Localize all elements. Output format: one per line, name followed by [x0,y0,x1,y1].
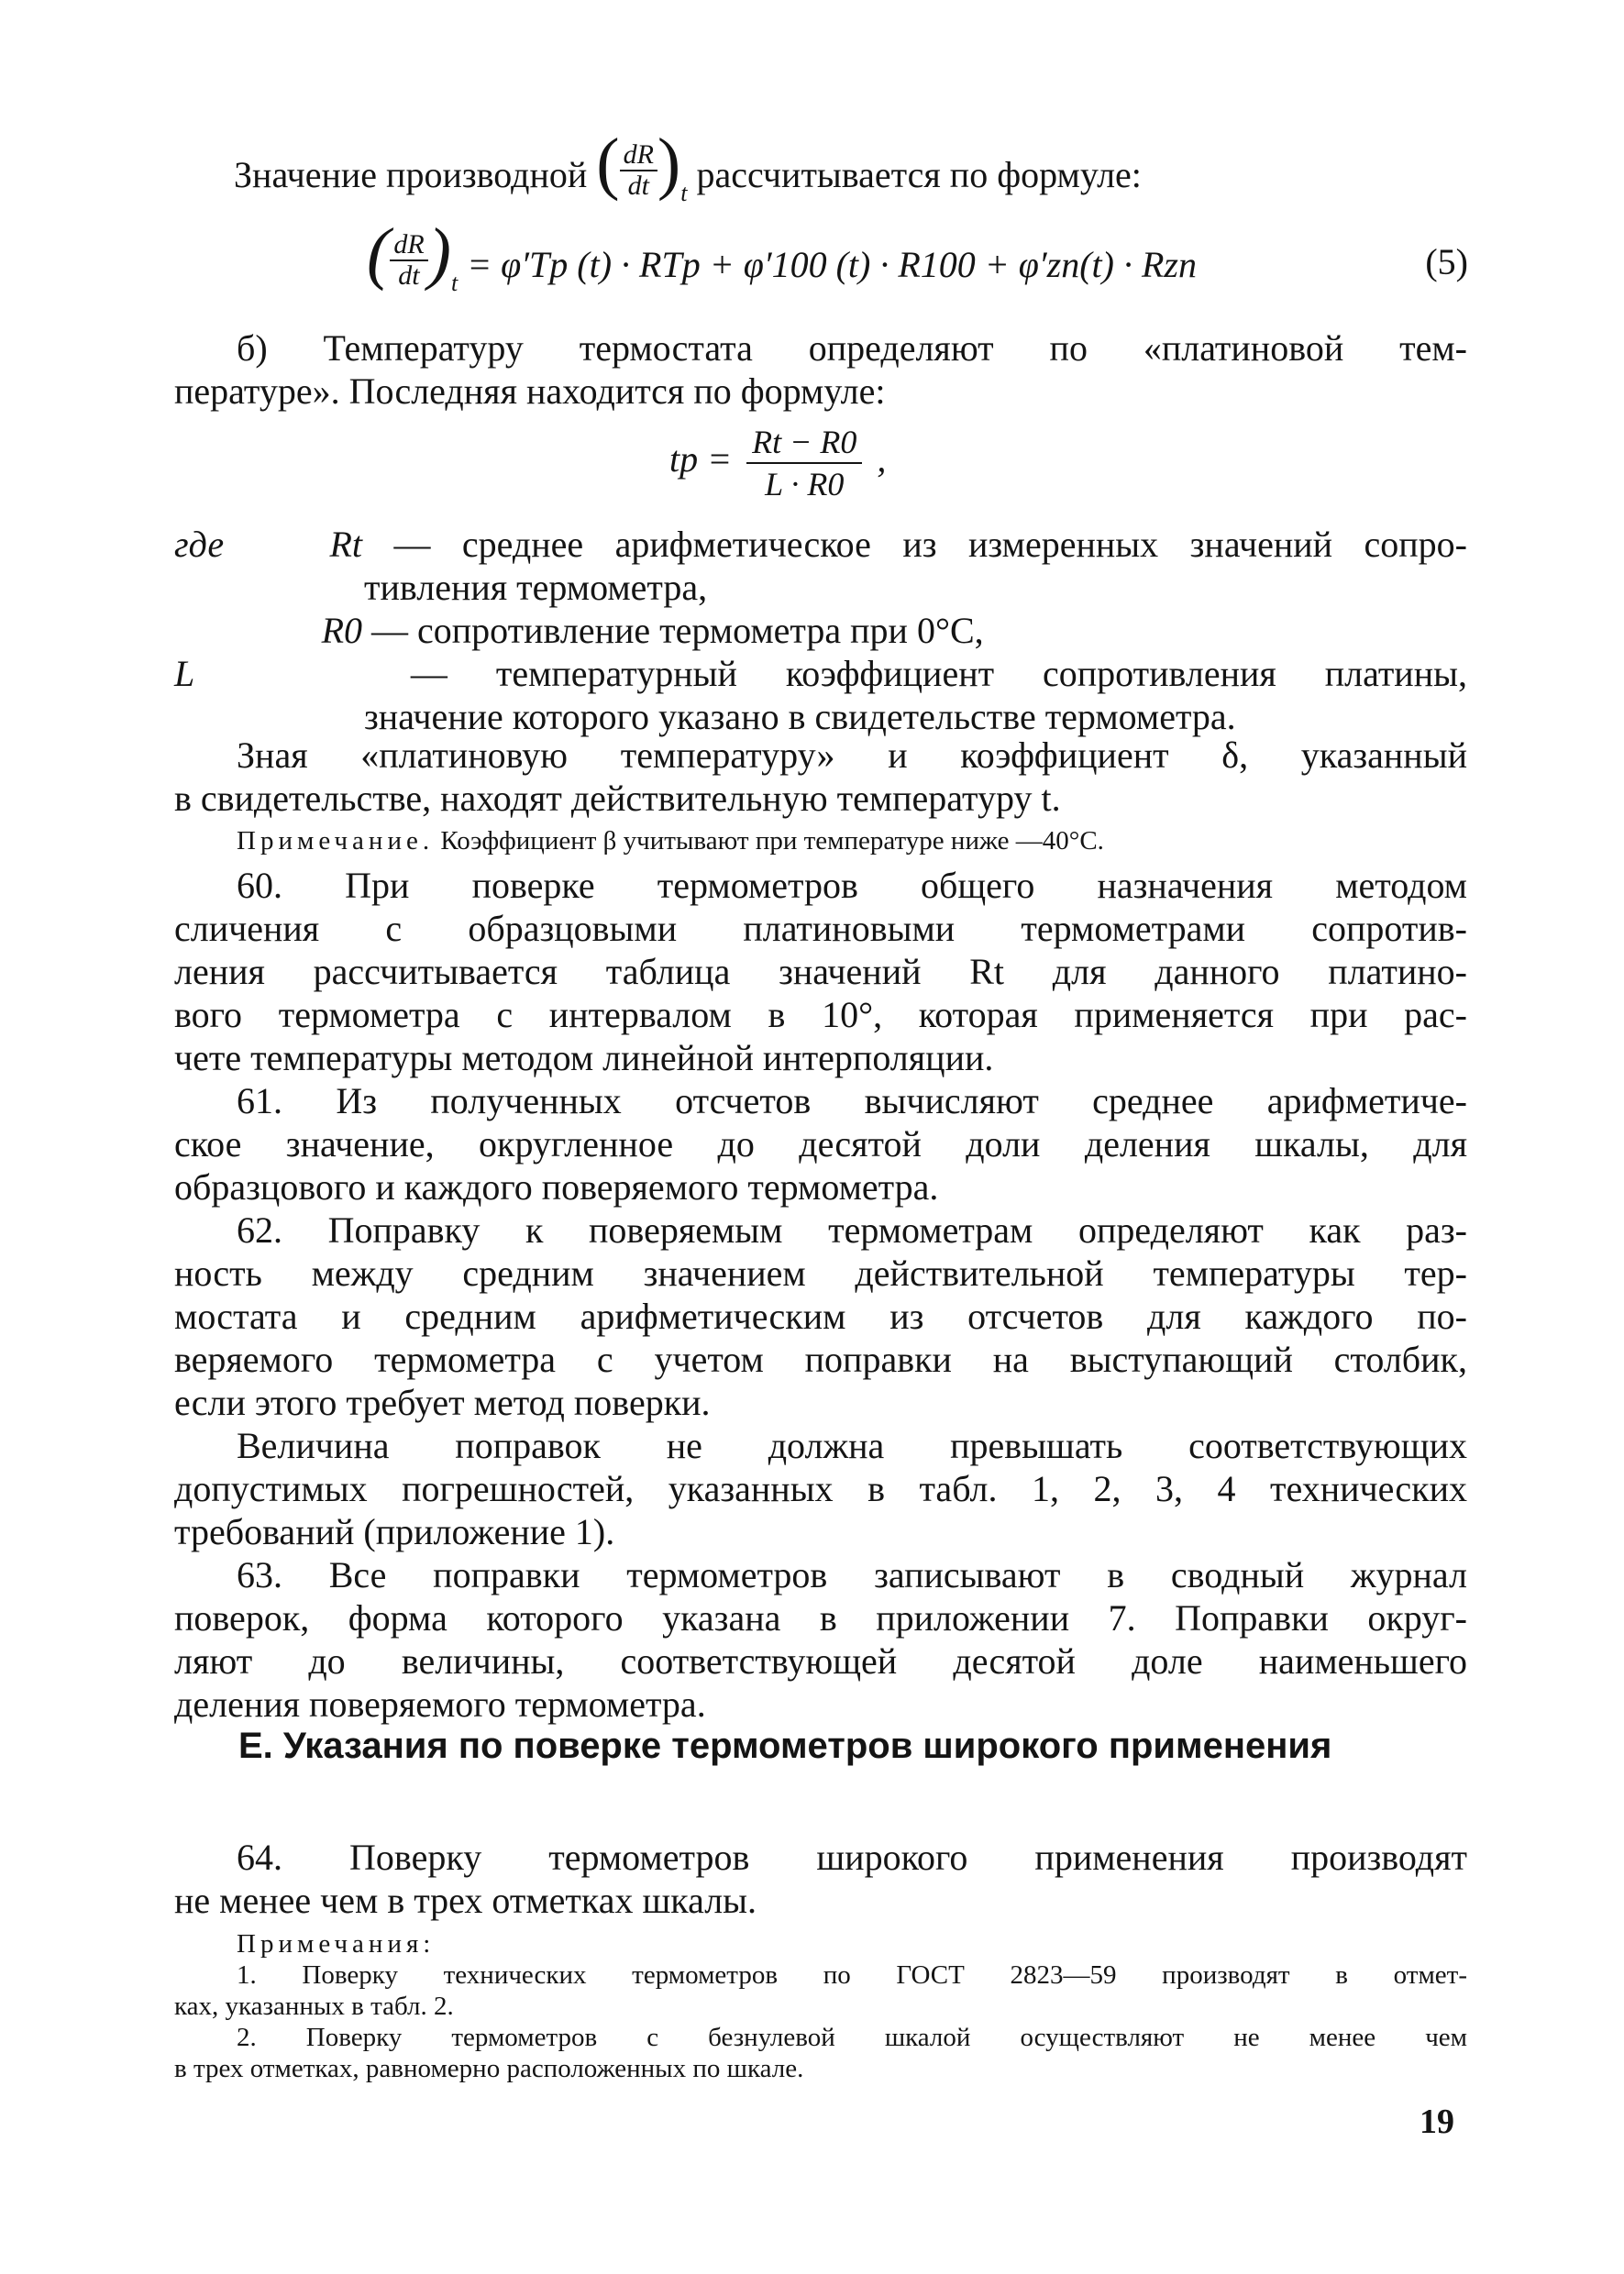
formula-tp-lhs: tр = [669,438,733,480]
def-l-line2: значение которого указано в свидетельстве термометра. [364,696,1236,737]
paragraph-line: требований (приложение 1). [174,1511,615,1552]
note-line: ках, указанных в табл. 2. [174,1992,454,2021]
paragraph-64 [174,1836,1467,1922]
paragraph-line: веряемого термометра с учетом поправки на выступающий столбик, [174,1339,1467,1380]
paragraph-line: 63. Все поправки термометров записывают в сводный журнал [237,1554,1467,1595]
formula-tp-denominator: L · R0 [765,466,845,502]
derivative-lhs: ( $\frac{dR}{dt}$ )$_t$ [367,215,458,297]
formula-5-number: (5) [1425,241,1468,282]
paragraph-value [174,1424,1467,1553]
paragraph-line: б) Температуру термостата определяют по «платиновой тем- [237,327,1467,369]
paragraph-line: если этого требует метод поверки. [174,1382,711,1423]
note-1 [237,825,1467,856]
paragraph-line: ляют до величины, соответствующей десятой доле наименьшего [174,1640,1467,1682]
paragraph-line: пературе». Последняя находится по формуле: [174,370,886,412]
paragraph-line: Величина поправок не должна превышать соответствующих [237,1425,1467,1466]
note-line: 2. Поверку термометров с безнулевой шкалой осуществляют не менее чем [237,2023,1467,2052]
def-rt-line2: тивления термометра, [364,567,708,608]
page-number: 19 [1420,2103,1454,2141]
formula-5 [367,215,1467,318]
paragraph-line: образцового и каждого поверяемого термометра. [174,1166,939,1208]
intro-after: рассчитывается по формуле: [696,153,1142,195]
def-rt-line1: где Rt — среднее арифметическое из измеренных значений сопро- [174,524,1467,565]
formula-tp [669,422,886,504]
paragraph-line: 60. При поверке термометров общего назначения методом [237,865,1467,906]
paragraph-line: чете температуры методом линейной интерполяции. [174,1037,994,1078]
def-r0-line: R0 — сопротивление термометра при 0°C, [321,610,984,651]
paragraph-line: поверок, форма которого указана в приложении 7. Поправки округ- [174,1597,1467,1639]
note-line: 1. Поверку технических термометров по ГОСТ 2823—59 производят в отмет- [237,1960,1467,1990]
paragraph-line: 64. Поверку термометров широкого применения производят [237,1837,1467,1878]
paragraph-line: допустимых погрешностей, указанных в табл. 1, 2, 3, 4 технических [174,1468,1467,1509]
def-l-line1: L — температурный коэффициент сопротивления платины, [174,653,1467,694]
notes-label: Примечания: [237,1929,436,1959]
formula-5-rhs: = φ′Tp (t) · RTp + φ′100 (t) · R100 + φ′zn(t) · Rzn [467,243,1197,285]
note-1-text: Коэффициент β учитывают при температуре ниже —40°C. [440,826,1104,856]
paragraph-line: вого термометра с интервалом в 10°, которая применяется при рас- [174,994,1467,1035]
paragraph-b [174,326,1467,413]
paragraph-line: деления поверяемого термометра. [174,1683,706,1725]
paragraph-line: 61. Из полученных отсчетов вычисляют среднее арифметиче- [237,1080,1467,1121]
notes [174,1928,1467,2084]
paragraph-line: ское значение, округленное до десятой доли деления шкалы, для [174,1123,1467,1165]
formula-tp-trail: , [877,438,887,480]
paragraph-62 [174,1209,1467,1424]
paragraph-line: ность между средним значением действительной температуры тер- [174,1253,1467,1294]
paragraph-line: ления рассчитывается таблица значений Rt для данного платино- [174,951,1467,992]
note-1-label: Примечание. [237,826,435,856]
derivative-symbol: ( $\frac{dR}{dt}$ )$_t$ [596,125,688,207]
intro-line [234,125,1472,228]
paragraph-line: Зная «платиновую температуру» и коэффициент δ, указанный [237,734,1467,776]
note-line: в трех отметках, равномерно расположенных по шкале. [174,2054,804,2083]
paragraph-60 [174,864,1467,1079]
intro-before: Значение производной [234,153,588,195]
paragraph-63 [174,1553,1467,1726]
paragraph-line: 62. Поправку к поверяемым термометрам определяют как раз- [237,1209,1467,1251]
paragraph-know [174,734,1467,820]
paragraph-line: мостата и средним арифметическим из отсчетов для каждого по- [174,1296,1467,1337]
formula-tp-numerator: Rt − R0 [746,422,862,464]
definitions [174,523,1467,738]
paragraph-line: в свидетельстве, находят действительную температуру t. [174,778,1061,819]
section-heading: Е. Указания по поверке термометров широкого применения [238,1726,1332,1766]
paragraph-line: не менее чем в трех отметках шкалы. [174,1880,757,1921]
paragraph-line: сличения с образцовыми платиновыми термометрами сопротив- [174,908,1467,949]
paragraph-61 [174,1079,1467,1209]
